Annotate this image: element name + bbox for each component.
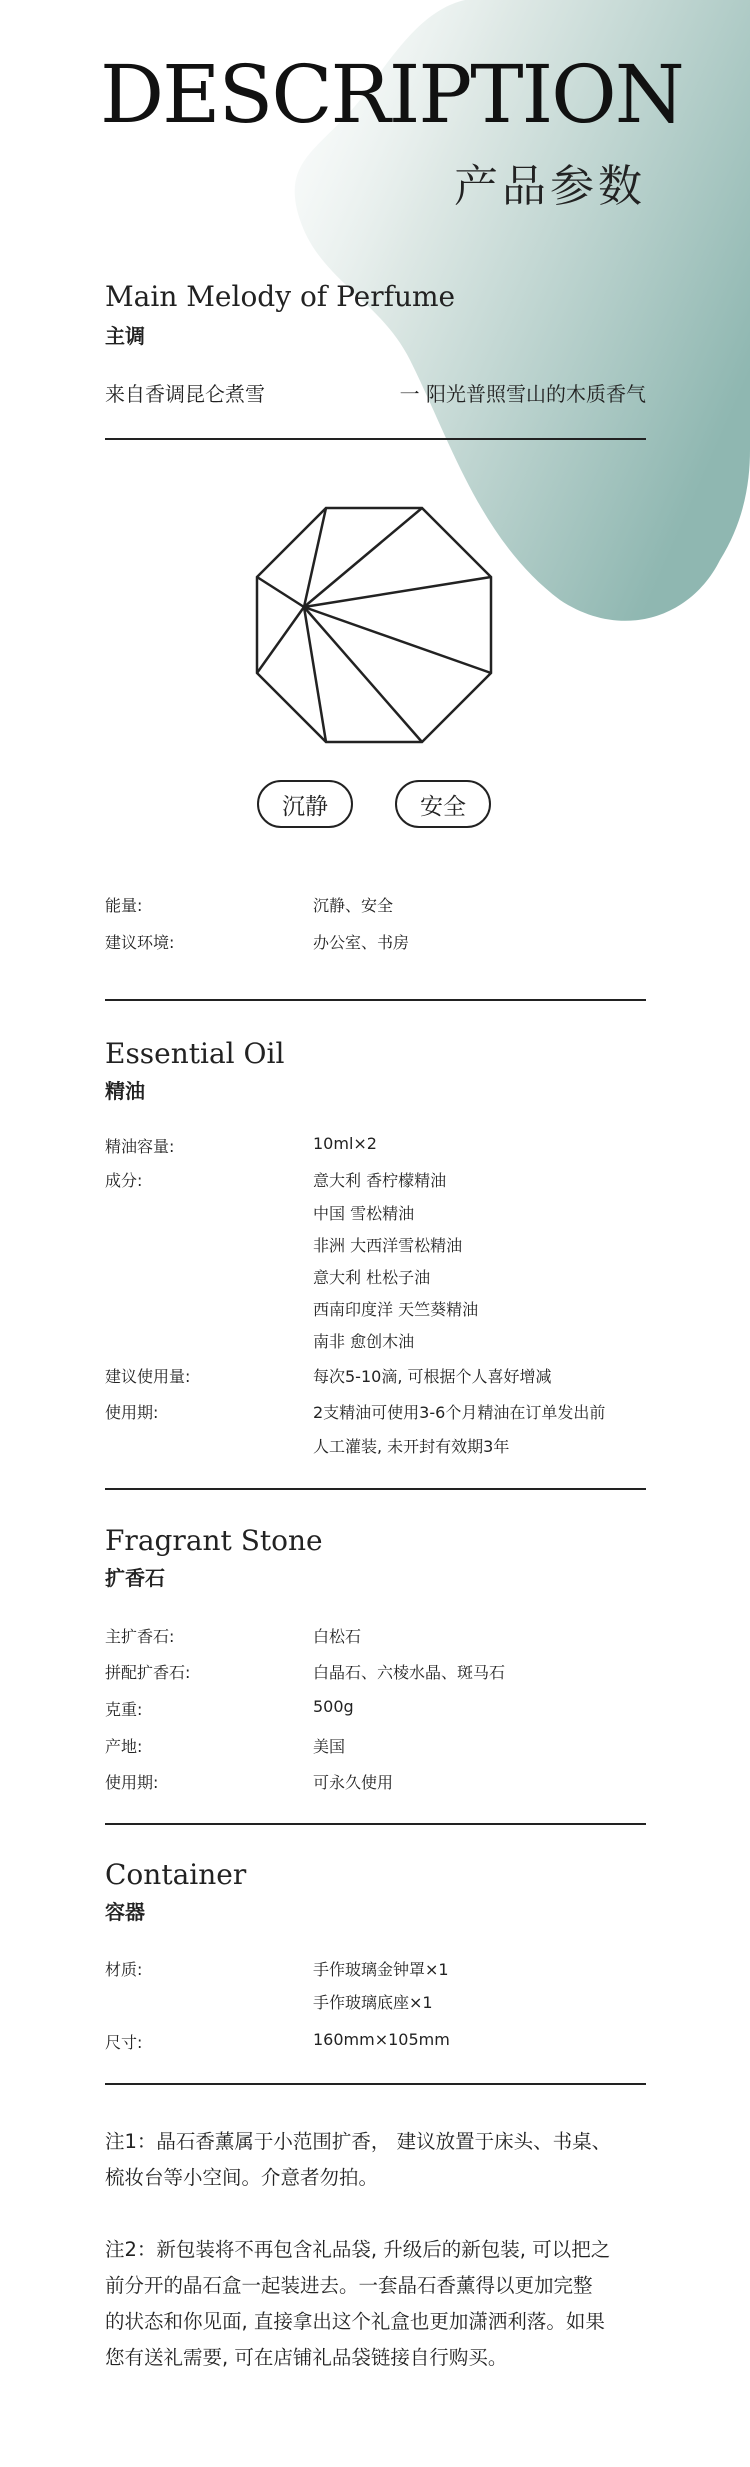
stone-title-en: Fragrant Stone xyxy=(105,1524,323,1557)
divider xyxy=(105,2083,646,2085)
divider xyxy=(105,1488,646,1490)
tag-safe xyxy=(395,780,491,828)
divider xyxy=(105,999,646,1001)
environment-value: 办公室、书房 xyxy=(313,933,410,952)
note-line: 的状态和你见面, 直接拿出这个礼盒也更加潇洒利落。如果 xyxy=(105,2310,605,2333)
melody-title-en: Main Melody of Perfume xyxy=(105,280,456,313)
note-line: 您有送礼需要, 可在店铺礼品袋链接自行购买。 xyxy=(105,2346,508,2369)
oil-ingredient: 南非 愈创木油 xyxy=(313,1332,415,1351)
oil-usage-label: 建议使用量: xyxy=(105,1367,191,1386)
note-1 xyxy=(105,2124,650,2196)
stone-main-value: 白松石 xyxy=(313,1627,362,1646)
oil-ingredient: 意大利 杜松子油 xyxy=(313,1268,431,1287)
melody-description: 一 阳光普照雪山的木质香气 xyxy=(399,382,646,406)
oil-period-label: 使用期: xyxy=(105,1403,159,1422)
melody-title-cn: 主调 xyxy=(105,324,145,348)
stone-weight-label: 克重: xyxy=(105,1700,143,1719)
oil-period-value: 2支精油可使用3-6个月精油在订单发出前 xyxy=(313,1403,606,1422)
oil-ingredient: 中国 雪松精油 xyxy=(313,1204,415,1223)
oil-ingredient: 非洲 大西洋雪松精油 xyxy=(313,1236,463,1255)
container-title-en: Container xyxy=(105,1858,247,1891)
container-material-value: 手作玻璃金钟罩×1 xyxy=(313,1960,449,1979)
oil-capacity-value: 10ml×2 xyxy=(313,1134,377,1153)
container-title-cn: 容器 xyxy=(105,1900,145,1924)
note-line: 注2：新包装将不再包含礼品袋, 升级后的新包装, 可以把之 xyxy=(105,2238,611,2261)
note-line: 前分开的晶石盒一起装进去。一套晶石香薰得以更加完整 xyxy=(105,2274,593,2297)
stone-blend-value: 白晶石、六棱水晶、斑马石 xyxy=(313,1663,506,1682)
environment-label: 建议环境: xyxy=(105,933,175,952)
stone-blend-label: 拼配扩香石: xyxy=(105,1663,191,1682)
oil-capacity-label: 精油容量: xyxy=(105,1137,175,1156)
divider xyxy=(105,438,646,440)
stone-origin-value: 美国 xyxy=(313,1737,346,1756)
note-line: 梳妆台等小空间。介意者勿拍。 xyxy=(105,2166,379,2189)
page-subtitle: 产品参数 xyxy=(454,161,646,212)
note-2 xyxy=(105,2232,650,2376)
oil-title-en: Essential Oil xyxy=(105,1037,285,1070)
melody-source: 来自香调昆仑煮雪 xyxy=(105,382,265,406)
tag-calm-label: 沉静 xyxy=(282,793,328,820)
container-material-value-cont: 手作玻璃底座×1 xyxy=(313,1993,433,2012)
note-line: 注1：晶石香薰属于小范围扩香， 建议放置于床头、书桌、 xyxy=(105,2130,612,2153)
oil-usage-value: 每次5-10滴, 可根据个人喜好增减 xyxy=(313,1367,552,1386)
tag-calm xyxy=(257,780,353,828)
stone-title-cn: 扩香石 xyxy=(105,1566,165,1590)
oil-ingredient: 意大利 香柠檬精油 xyxy=(313,1171,447,1190)
page-title: DESCRIPTION xyxy=(100,48,683,141)
stone-period-label: 使用期: xyxy=(105,1773,159,1792)
oil-ingredients-label: 成分: xyxy=(105,1171,143,1190)
container-material-label: 材质: xyxy=(105,1960,143,1979)
oil-title-cn: 精油 xyxy=(105,1079,145,1103)
stone-weight-value: 500g xyxy=(313,1697,354,1716)
oil-ingredient: 西南印度洋 天竺葵精油 xyxy=(313,1300,479,1319)
tag-safe-label: 安全 xyxy=(420,793,466,820)
stone-main-label: 主扩香石: xyxy=(105,1627,175,1646)
octagon-logo-icon xyxy=(254,505,494,745)
stone-origin-label: 产地: xyxy=(105,1737,143,1756)
energy-value: 沉静、安全 xyxy=(313,896,394,915)
stone-period-value: 可永久使用 xyxy=(313,1773,394,1792)
divider xyxy=(105,1823,646,1825)
energy-label: 能量: xyxy=(105,896,143,915)
container-size-label: 尺寸: xyxy=(105,2033,143,2052)
container-size-value: 160mm×105mm xyxy=(313,2030,450,2049)
oil-period-value-cont: 人工灌装, 未开封有效期3年 xyxy=(313,1437,510,1456)
